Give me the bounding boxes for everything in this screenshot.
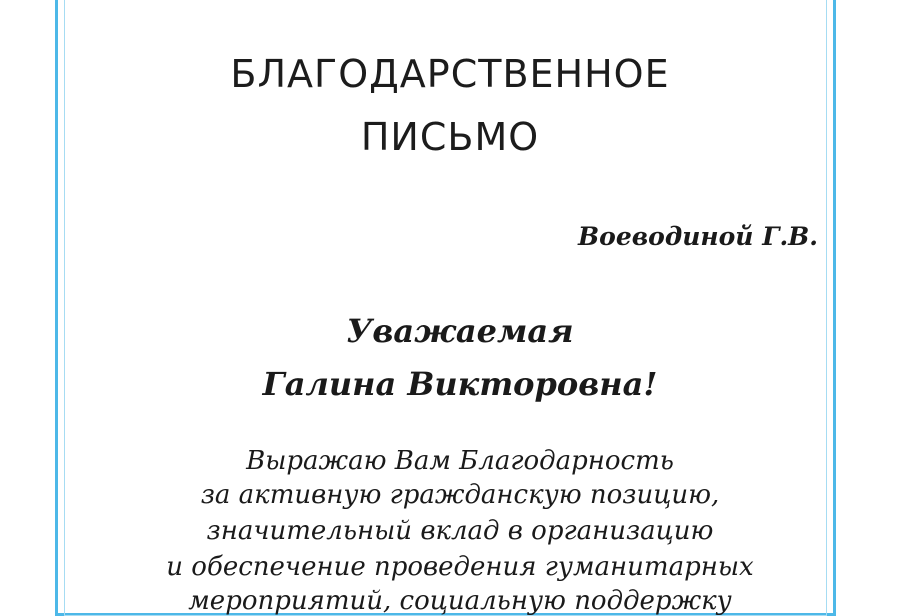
salutation-line2: Галина Викторовна! (262, 365, 658, 403)
body-line: и обеспечение проведения гуманитарных (166, 552, 754, 582)
body-line: Выражаю Вам Благодарность (246, 446, 674, 476)
letter-title-line1: БЛАГОДАРСТВЕННОЕ (230, 52, 670, 96)
body-line: мероприятий, социальную поддержку (188, 586, 732, 616)
addressee: Воеводиной Г.В. (578, 222, 818, 251)
body-line: значительный вклад в организацию (206, 516, 714, 546)
salutation-line1: Уважаемая (346, 312, 574, 350)
body-line: за активную гражданскую позицию, (200, 480, 720, 510)
letter-title-line2: ПИСЬМО (360, 115, 540, 159)
